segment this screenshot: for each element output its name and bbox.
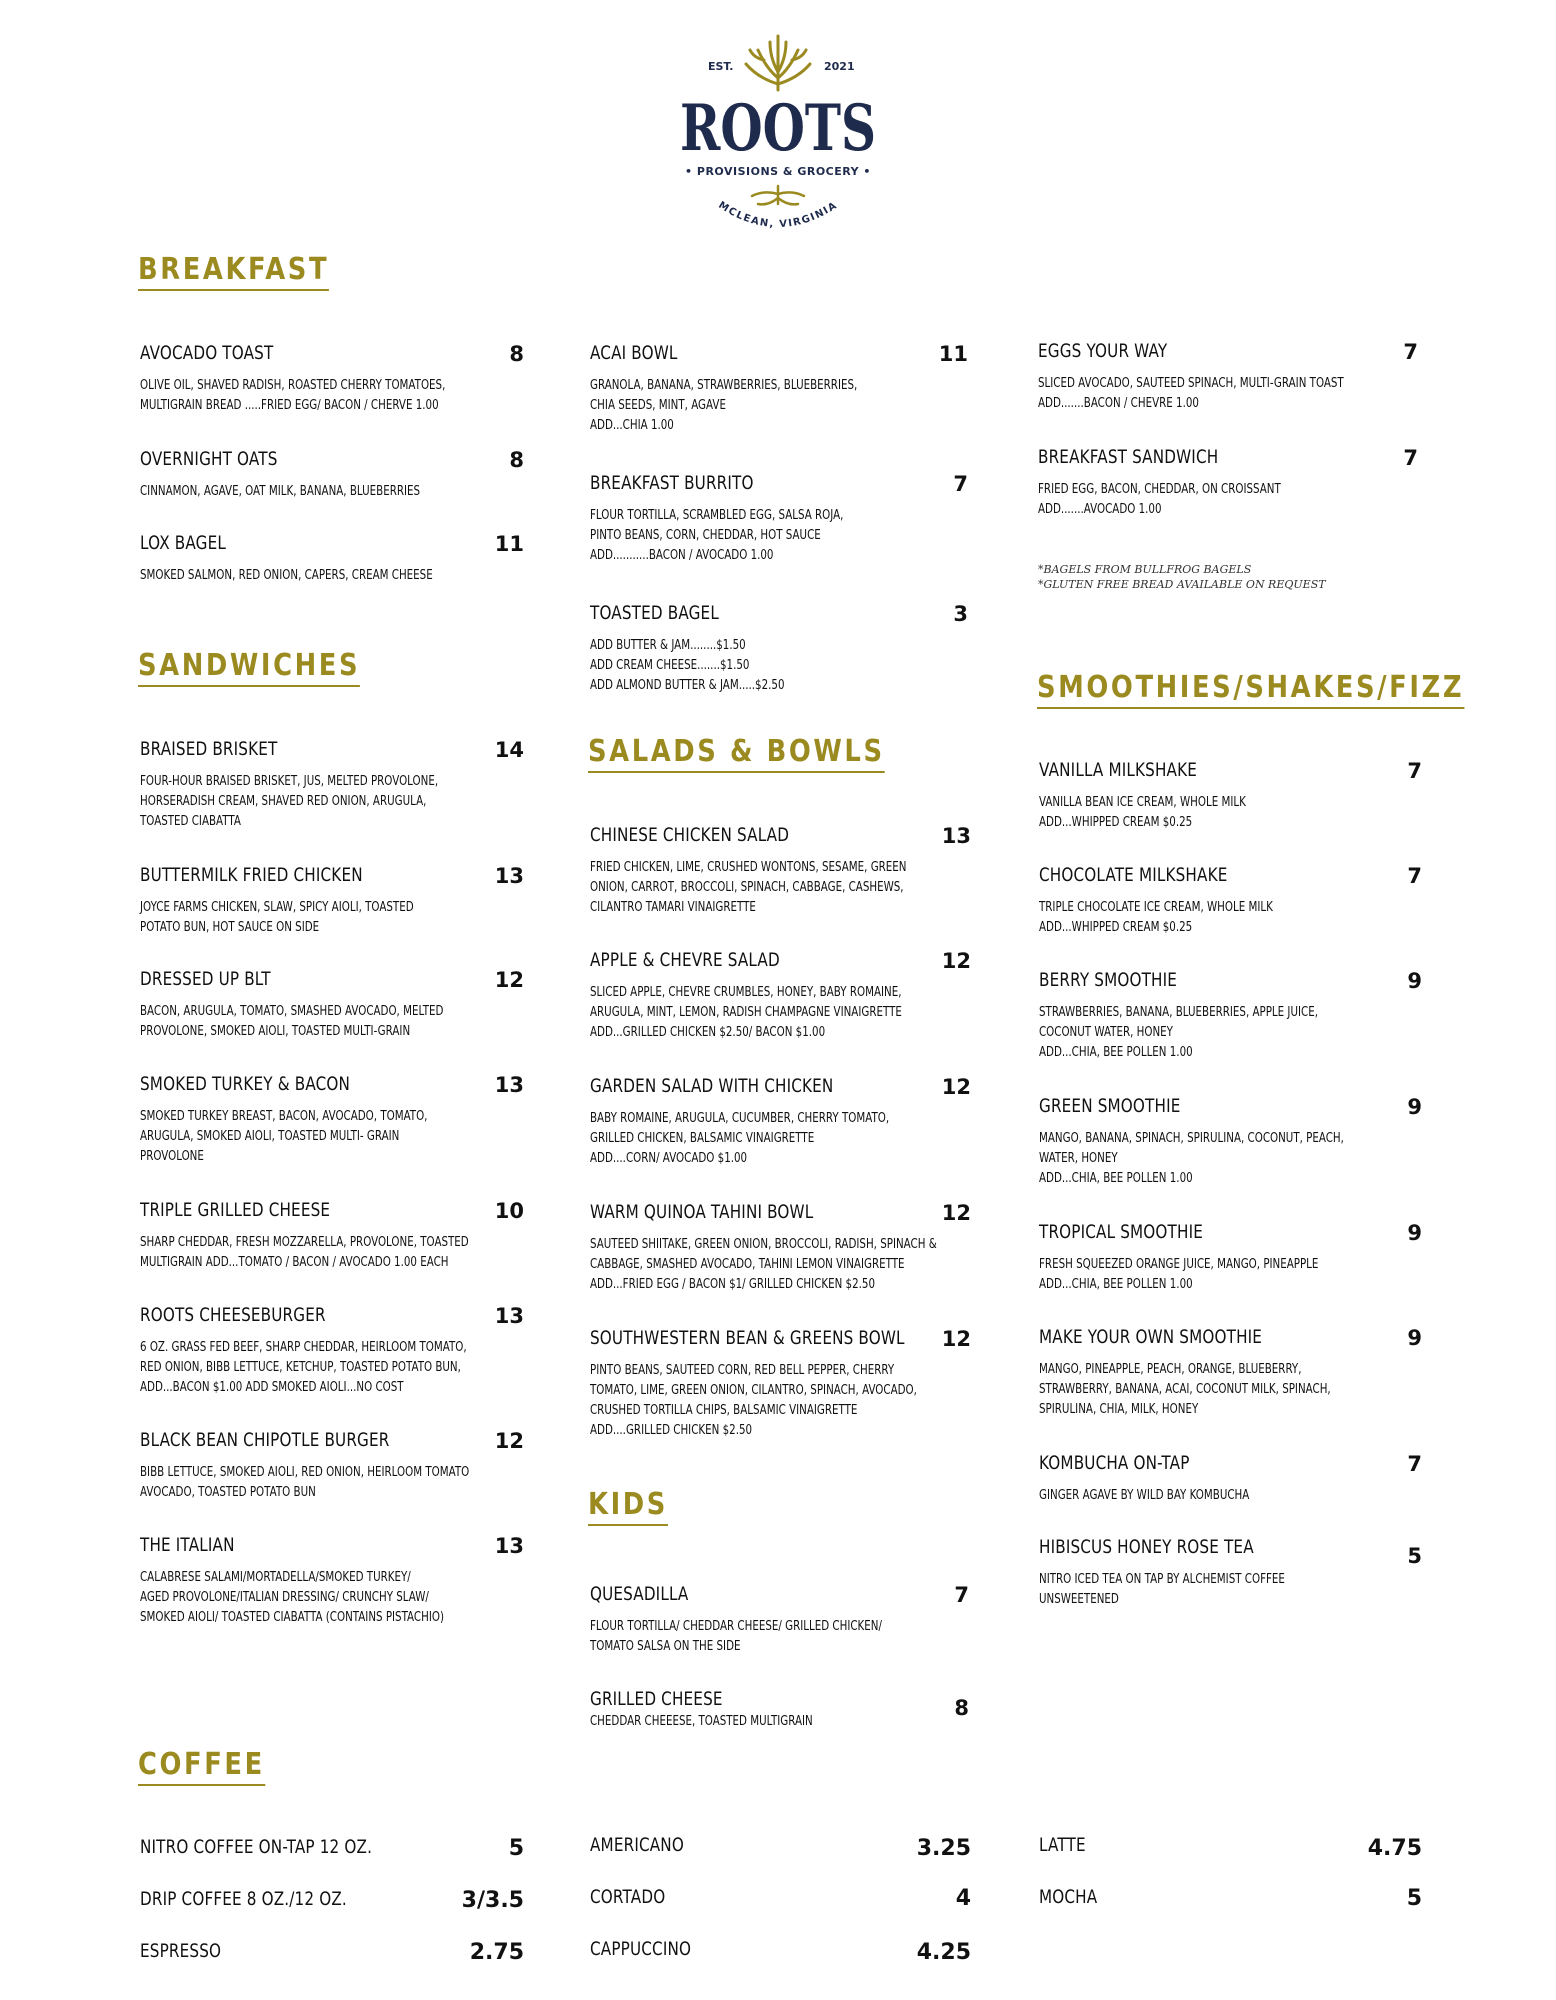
menu-item <box>140 1304 524 1398</box>
item-description: FRESH SQUEEZED ORANGE JUICE, MANGO, PINEAPPLE ADD...CHIA, BEE POLLEN 1.00 <box>1039 1257 1319 1292</box>
item-price: 12 <box>941 949 971 973</box>
item-price: 7 <box>953 472 968 496</box>
item-description: FLOUR TORTILLA, SCRAMBLED EGG, SALSA ROJA, PINTO BEANS, CORN, CHEDDAR, HOT SAUCE ADD...........BACON / AVOCADO 1.00 <box>590 508 844 563</box>
item-price: 7 <box>954 1583 969 1607</box>
item-price: 9 <box>1407 969 1422 993</box>
item-name: GRILLED CHEESE <box>590 1688 723 1710</box>
item-name: TROPICAL SMOOTHIE <box>1039 1221 1203 1243</box>
item-description: NITRO ICED TEA ON TAP BY ALCHEMIST COFFEE UNSWEETENED <box>1039 1572 1285 1607</box>
item-name: HIBISCUS HONEY ROSE TEA <box>1039 1536 1254 1558</box>
section-title-sandwiches: SANDWICHES <box>138 648 360 687</box>
item-description: BIBB LETTUCE, SMOKED AIOLI, RED ONION, HEIRLOOM TOMATO AVOCADO, TOASTED POTATO BUN <box>140 1465 470 1500</box>
item-description: SMOKED TURKEY BREAST, BACON, AVOCADO, TOMATO, ARUGULA, SMOKED AIOLI, TOASTED MULTI- GRAIN PROVOLONE <box>140 1109 428 1164</box>
item-price: 8 <box>954 1696 969 1720</box>
coffee-item <box>140 1888 524 1918</box>
item-price: 7 <box>1407 864 1422 888</box>
menu-item <box>1039 864 1422 938</box>
item-description: FLOUR TORTILLA/ CHEDDAR CHEESE/ GRILLED CHICKEN/ TOMATO SALSA ON THE SIDE <box>590 1619 882 1654</box>
menu-item <box>590 1688 969 1732</box>
section-title-breakfast: BREAKFAST <box>138 252 329 291</box>
item-price: 7 <box>1403 446 1418 470</box>
item-name: ACAI BOWL <box>590 342 678 364</box>
coffee-item <box>140 1836 524 1866</box>
item-description: SHARP CHEDDAR, FRESH MOZZARELLA, PROVOLONE, TOASTED MULTIGRAIN ADD...TOMATO / BACON / AVOCADO 1.00 EACH <box>140 1235 469 1270</box>
menu-item <box>1038 446 1418 520</box>
menu-item <box>1039 759 1422 833</box>
item-name: VANILLA MILKSHAKE <box>1039 759 1197 781</box>
item-price: 13 <box>494 1534 524 1558</box>
est-label: EST. <box>708 60 734 73</box>
item-name: KOMBUCHA ON-TAP <box>1039 1452 1190 1474</box>
item-description: BABY ROMAINE, ARUGULA, CUCUMBER, CHERRY TOMATO, GRILLED CHICKEN, BALSAMIC VINAIGRETTE ADD....CORN/ AVOCADO $1.00 <box>590 1111 890 1166</box>
item-name: AMERICANO <box>590 1834 684 1856</box>
menu-item <box>140 968 524 1042</box>
item-name: BUTTERMILK FRIED CHICKEN <box>140 864 363 886</box>
item-description: BACON, ARUGULA, TOMATO, SMASHED AVOCADO, MELTED PROVOLONE, SMOKED AIOLI, TOASTED MULTI-GRAIN <box>140 1004 444 1039</box>
item-price: 9 <box>1407 1326 1422 1350</box>
menu-item <box>140 342 524 416</box>
item-description: GRANOLA, BANANA, STRAWBERRIES, BLUEBERRIES, CHIA SEEDS, MINT, AGAVE ADD...CHIA 1.00 <box>590 378 858 433</box>
roots-logo <box>678 28 878 240</box>
coffee-item <box>1039 1834 1422 1864</box>
section-title-kids: KIDS <box>588 1487 668 1526</box>
item-name: CAPPUCCINO <box>590 1938 692 1960</box>
item-price: 7 <box>1407 759 1422 783</box>
breakfast-note: *BAGELS FROM BULLFROG BAGELS *GLUTEN FREE BREAD AVAILABLE ON REQUEST <box>1038 563 1326 591</box>
coffee-item <box>590 1886 971 1916</box>
menu-item <box>1039 1326 1422 1420</box>
section-title-coffee: COFFEE <box>138 1747 265 1786</box>
item-description: SAUTEED SHIITAKE, GREEN ONION, BROCCOLI, RADISH, SPINACH & CABBAGE, SMASHED AVOCADO, TAHINI LEMON VINAIGRETTE ADD...FRIED EGG / BACON $1/ GRILLED CHICKEN $2.50 <box>590 1237 937 1292</box>
item-name: CHOCOLATE MILKSHAKE <box>1039 864 1228 886</box>
item-name: ROOTS CHEESEBURGER <box>140 1304 326 1326</box>
item-description: TRIPLE CHOCOLATE ICE CREAM, WHOLE MILK ADD...WHIPPED CREAM $0.25 <box>1039 900 1273 935</box>
item-price: 7 <box>1403 340 1418 364</box>
item-price: 12 <box>941 1075 971 1099</box>
item-description: JOYCE FARMS CHICKEN, SLAW, SPICY AIOLI, TOASTED POTATO BUN, HOT SAUCE ON SIDE <box>140 900 414 935</box>
item-price: 3.25 <box>916 1836 971 1861</box>
menu-item <box>590 342 968 436</box>
item-price: 14 <box>494 738 524 762</box>
item-name: MOCHA <box>1039 1886 1098 1908</box>
menu-item <box>590 1201 971 1295</box>
item-name: AVOCADO TOAST <box>140 342 274 364</box>
menu-item <box>140 864 524 938</box>
item-price: 11 <box>938 342 968 366</box>
menu-item <box>140 1534 524 1628</box>
item-price: 8 <box>509 448 524 472</box>
item-name: BREAKFAST SANDWICH <box>1038 446 1219 468</box>
item-name: QUESADILLA <box>590 1583 689 1605</box>
coffee-item <box>140 1940 524 1970</box>
item-price: 13 <box>494 864 524 888</box>
item-price: 9 <box>1407 1095 1422 1119</box>
menu-item <box>590 472 968 566</box>
menu-item <box>140 448 524 502</box>
menu-item <box>1039 969 1422 1063</box>
item-description: FRIED CHICKEN, LIME, CRUSHED WONTONS, SESAME, GREEN ONION, CARROT, BROCCOLI, SPINACH, CABBAGE, CASHEWS, CILANTRO TAMARI VINAIGRETTE <box>590 860 907 915</box>
item-description: VANILLA BEAN ICE CREAM, WHOLE MILK ADD...WHIPPED CREAM $0.25 <box>1039 795 1246 830</box>
item-description: MANGO, BANANA, SPINACH, SPIRULINA, COCONUT, PEACH, WATER, HONEY ADD...CHIA, BEE POLLEN 1.00 <box>1039 1131 1344 1186</box>
item-description: FRIED EGG, BACON, CHEDDAR, ON CROISSANT ADD.......AVOCADO 1.00 <box>1038 482 1281 517</box>
item-price: 12 <box>494 968 524 992</box>
item-name: LOX BAGEL <box>140 532 227 554</box>
coffee-item <box>590 1834 971 1864</box>
item-name: SOUTHWESTERN BEAN & GREENS BOWL <box>590 1327 905 1349</box>
menu-item <box>590 824 971 918</box>
menu-item <box>1039 1095 1422 1189</box>
item-description: SLICED APPLE, CHEVRE CRUMBLES, HONEY, BABY ROMAINE, ARUGULA, MINT, LEMON, RADISH CHAMPAGNE VINAIGRETTE ADD...GRILLED CHICKEN $2.50/ BACON $1.00 <box>590 985 902 1040</box>
item-price: 12 <box>941 1327 971 1351</box>
coffee-item <box>1039 1886 1422 1916</box>
item-name: TRIPLE GRILLED CHEESE <box>140 1199 331 1221</box>
item-price: 3 <box>953 602 968 626</box>
item-name: CORTADO <box>590 1886 666 1908</box>
menu-item <box>140 738 524 832</box>
item-description: FOUR-HOUR BRAISED BRISKET, JUS, MELTED PROVOLONE, HORSERADISH CREAM, SHAVED RED ONION, ARUGULA, TOASTED CIABATTA <box>140 774 439 829</box>
item-price: 4 <box>955 1886 971 1911</box>
item-description: SMOKED SALMON, RED ONION, CAPERS, CREAM CHEESE <box>140 568 433 583</box>
item-description: PINTO BEANS, SAUTEED CORN, RED BELL PEPPER, CHERRY TOMATO, LIME, GREEN ONION, CILANTRO, SPINACH, AVOCADO, CRUSHED TORTILLA CHIPS, BALSAMIC VINAIGRETTE ADD....GRILLED CHICKEN $2.50 <box>590 1363 917 1438</box>
item-description: MANGO, PINEAPPLE, PEACH, ORANGE, BLUEBERRY, STRAWBERRY, BANANA, ACAI, COCONUT MILK, SPINACH, SPIRULINA, CHIA, MILK, HONEY <box>1039 1362 1331 1417</box>
item-price: 12 <box>941 1201 971 1225</box>
item-name: GREEN SMOOTHIE <box>1039 1095 1181 1117</box>
item-name: WARM QUINOA TAHINI BOWL <box>590 1201 814 1223</box>
menu-item <box>1039 1536 1422 1610</box>
item-price: 12 <box>494 1429 524 1453</box>
item-price: 13 <box>494 1304 524 1328</box>
item-price: 4.75 <box>1367 1836 1422 1861</box>
item-name: GARDEN SALAD WITH CHICKEN <box>590 1075 834 1097</box>
menu-item <box>140 1199 524 1273</box>
item-price: 4.25 <box>916 1940 971 1965</box>
item-name: BREAKFAST BURRITO <box>590 472 754 494</box>
item-description: GINGER AGAVE BY WILD BAY KOMBUCHA <box>1039 1488 1250 1503</box>
item-name: ESPRESSO <box>140 1940 222 1962</box>
menu-item <box>140 1429 524 1503</box>
item-name: SMOKED TURKEY & BACON <box>140 1073 351 1095</box>
item-name: EGGS YOUR WAY <box>1038 340 1168 362</box>
location-label: MCLEAN, VIRGINIA <box>716 199 840 231</box>
item-price: 11 <box>494 532 524 556</box>
item-description: CALABRESE SALAMI/MORTADELLA/SMOKED TURKEY/ AGED PROVOLONE/ITALIAN DRESSING/ CRUNCHY SLAW/ SMOKED AIOLI/ TOASTED CIABATTA (CONTAINS PISTACHIO) <box>140 1570 444 1625</box>
item-description: CHEDDAR CHEEESE, TOASTED MULTIGRAIN <box>590 1714 813 1729</box>
brand-tagline: • PROVISIONS & GROCERY • <box>685 165 871 178</box>
item-name: MAKE YOUR OWN SMOOTHIE <box>1039 1326 1263 1348</box>
item-description: CINNAMON, AGAVE, OAT MILK, BANANA, BLUEBERRIES <box>140 484 421 499</box>
menu-item <box>1039 1221 1422 1295</box>
item-description: STRAWBERRIES, BANANA, BLUEBERRIES, APPLE JUICE, COCONUT WATER, HONEY ADD...CHIA, BEE POLLEN 1.00 <box>1039 1005 1318 1060</box>
item-name: LATTE <box>1039 1834 1086 1856</box>
item-name: NITRO COFFEE ON-TAP 12 OZ. <box>140 1836 373 1858</box>
item-price: 13 <box>941 824 971 848</box>
section-title-salads: SALADS & BOWLS <box>588 734 885 773</box>
section-title-smoothies: SMOOTHIES/SHAKES/FIZZ <box>1037 670 1464 709</box>
menu-item <box>1038 340 1418 414</box>
item-name: OVERNIGHT OATS <box>140 448 278 470</box>
brand-name: ROOTS <box>680 91 876 166</box>
tree-icon <box>746 36 810 90</box>
menu-item <box>590 949 971 1043</box>
item-name: THE ITALIAN <box>140 1534 235 1556</box>
item-price: 5 <box>1407 1544 1422 1568</box>
item-price: 5 <box>1406 1886 1422 1911</box>
item-name: CHINESE CHICKEN SALAD <box>590 824 790 846</box>
menu-item <box>140 1073 524 1167</box>
item-name: DRESSED UP BLT <box>140 968 271 990</box>
menu-item <box>590 1583 969 1657</box>
menu-item <box>140 532 524 586</box>
item-price: 10 <box>494 1199 524 1223</box>
coffee-item <box>590 1938 971 1968</box>
item-name: APPLE & CHEVRE SALAD <box>590 949 780 971</box>
item-name: BERRY SMOOTHIE <box>1039 969 1178 991</box>
menu-item <box>1039 1452 1422 1506</box>
item-name: TOASTED BAGEL <box>590 602 719 624</box>
item-price: 13 <box>494 1073 524 1097</box>
item-price: 7 <box>1407 1452 1422 1476</box>
roots-icon <box>752 186 804 204</box>
item-description: OLIVE OIL, SHAVED RADISH, ROASTED CHERRY TOMATOES, MULTIGRAIN BREAD .....FRIED EGG/ BACON / CHERVE 1.00 <box>140 378 446 413</box>
est-year: 2021 <box>824 60 855 73</box>
menu-item <box>590 1075 971 1169</box>
item-price: 9 <box>1407 1221 1422 1245</box>
item-price: 2.75 <box>469 1940 524 1965</box>
item-description: SLICED AVOCADO, SAUTEED SPINACH, MULTI-GRAIN TOAST ADD.......BACON / CHEVRE 1.00 <box>1038 376 1344 411</box>
item-name: DRIP COFFEE 8 OZ./12 OZ. <box>140 1888 347 1910</box>
item-price: 3/3.5 <box>461 1888 524 1913</box>
item-name: BRAISED BRISKET <box>140 738 278 760</box>
menu-item <box>590 1327 971 1441</box>
item-description: ADD BUTTER & JAM........$1.50 ADD CREAM CHEESE.......$1.50 ADD ALMOND BUTTER & JAM.....$2.50 <box>590 638 785 693</box>
item-price: 5 <box>508 1836 524 1861</box>
item-name: BLACK BEAN CHIPOTLE BURGER <box>140 1429 390 1451</box>
item-price: 8 <box>509 342 524 366</box>
item-description: 6 OZ. GRASS FED BEEF, SHARP CHEDDAR, HEIRLOOM TOMATO, RED ONION, BIBB LETTUCE, KETCHUP, TOASTED POTATO BUN, ADD...BACON $1.00 ADD SMOKED AIOLI...NO COST <box>140 1340 467 1395</box>
menu-item <box>590 602 968 696</box>
